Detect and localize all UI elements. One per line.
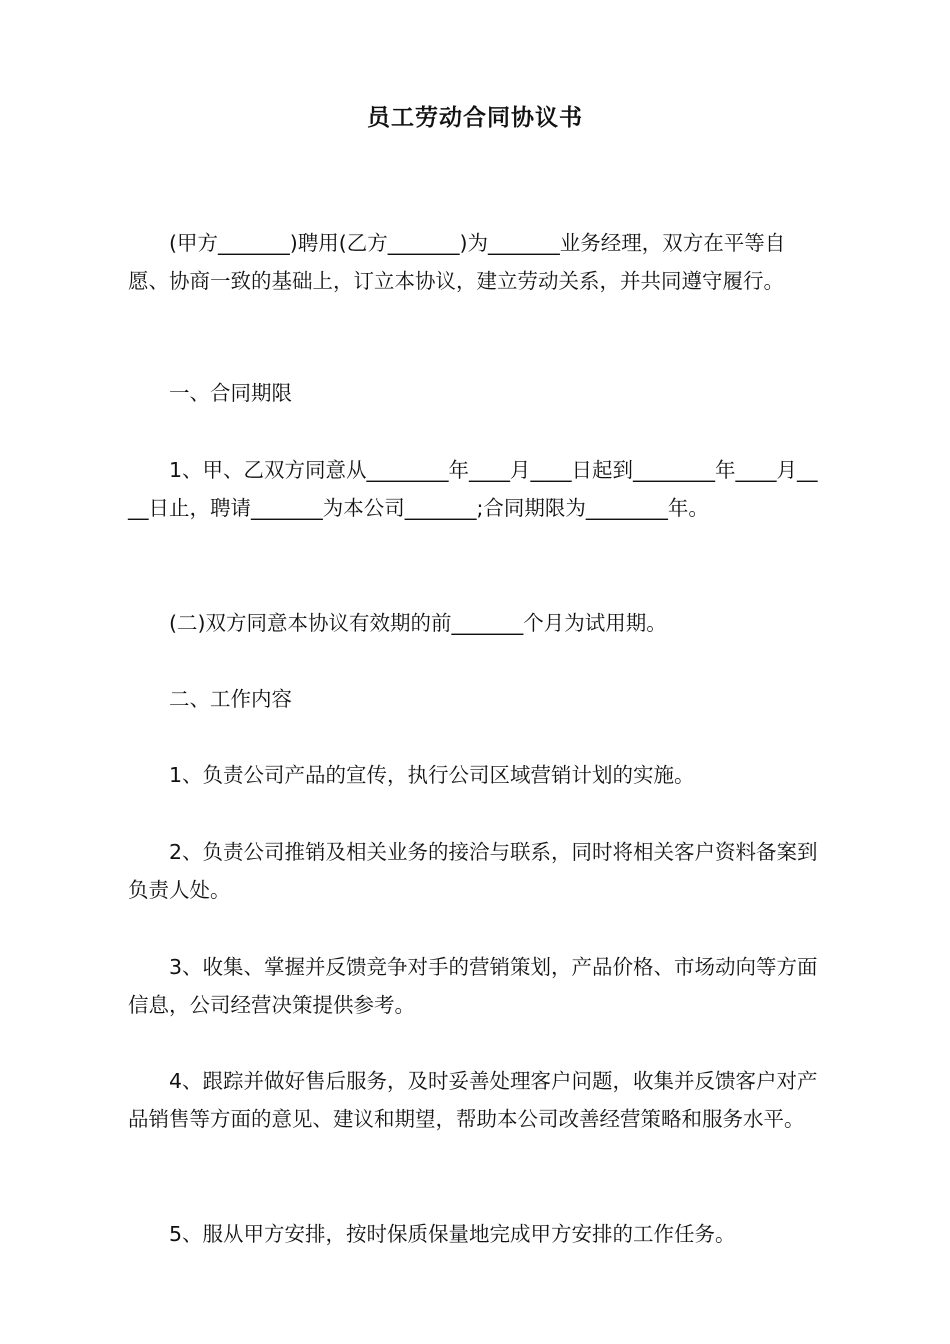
document-title: 员工劳动合同协议书 bbox=[367, 105, 583, 131]
intro-paragraph: (甲方_______)聘用(乙方_______)为_______业务经理，双方在平等自愿、协商一致的基础上，订立本协议，建立劳动关系，并共同遵守履行。 bbox=[128, 231, 786, 293]
contract-term-clause-1: 1、甲、乙双方同意从________年____月____日起到________年____月____日止，聘请_______为本公司_______;合同期限为________年。 bbox=[128, 458, 818, 520]
work-content-item-1: 1、负责公司产品的宣传，执行公司区域营销计划的实施。 bbox=[169, 763, 695, 787]
probation-clause: (二)双方同意本协议有效期的前_______个月为试用期。 bbox=[169, 611, 667, 635]
section-heading-work-content: 二、工作内容 bbox=[169, 687, 292, 711]
section-heading-contract-term: 一、合同期限 bbox=[169, 381, 292, 405]
work-content-item-3: 3、收集、掌握并反馈竞争对手的营销策划，产品价格、市场动向等方面信息，公司经营决策提供参考。 bbox=[128, 955, 818, 1017]
work-content-item-2: 2、负责公司推销及相关业务的接洽与联系，同时将相关客户资料备案到负责人处。 bbox=[128, 840, 818, 902]
work-content-item-5: 5、服从甲方安排，按时保质保量地完成甲方安排的工作任务。 bbox=[169, 1222, 736, 1246]
work-content-item-4: 4、跟踪并做好售后服务，及时妥善处理客户问题，收集并反馈客户对产品销售等方面的意见、建议和期望，帮助本公司改善经营策略和服务水平。 bbox=[128, 1069, 818, 1131]
